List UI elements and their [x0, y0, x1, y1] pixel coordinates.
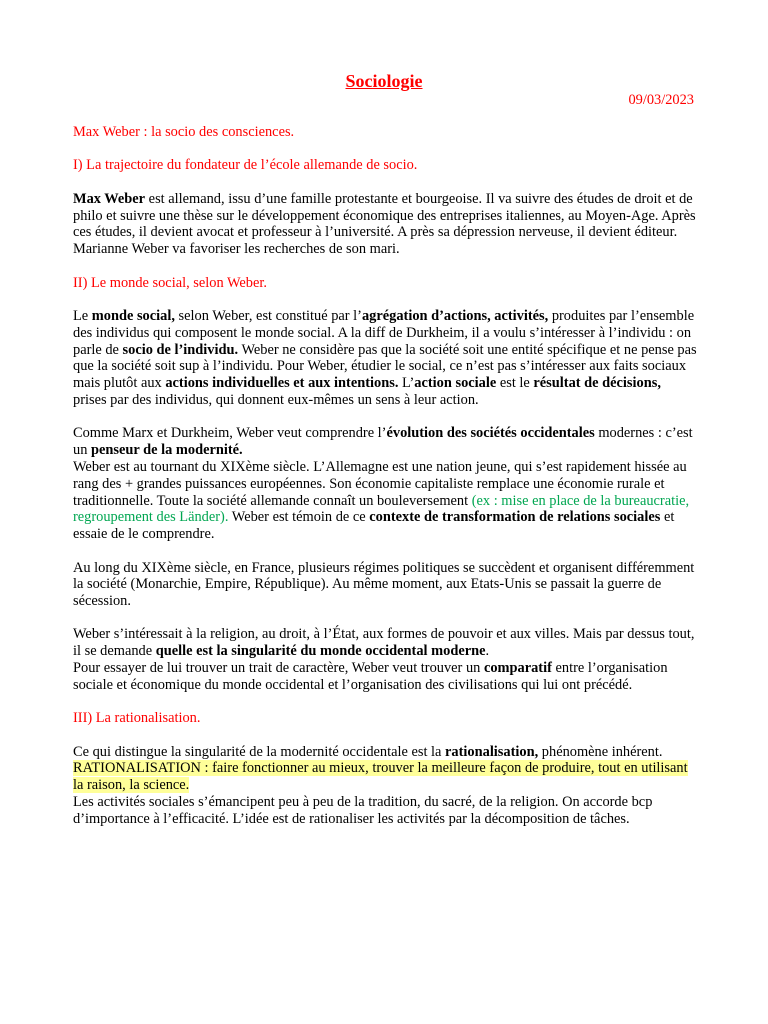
document-body	[73, 124, 697, 844]
bold-text: contexte de transformation de relations sociales	[369, 509, 661, 526]
bold-text: action sociale	[414, 375, 497, 392]
bold-text: Max Weber	[73, 190, 146, 207]
text: et essaie de le comprendre.	[73, 509, 675, 543]
section-2-paragraph-3: Au long du XIXème siècle, en France, plusieurs régimes politiques se succèdent et organisent différemment la société (Monarchie, Empire, République). Au même moment, aux Etats-Unis se passait la guerre de sécession.	[73, 559, 695, 610]
green-note: (ex : mise en place de la bureaucratie, regroupement des Länder).	[73, 492, 690, 526]
bold-text: comparatif	[483, 660, 552, 677]
section-3-paragraph	[73, 744, 697, 828]
text: entre l’organisation sociale et économique du monde occidental et l’organisation des civilisations qui lui ont précédé.	[73, 660, 668, 693]
document-title: Sociologie	[345, 71, 423, 91]
bold-text: penseur de la modernité.	[91, 442, 243, 459]
bold-text: monde social,	[91, 307, 175, 324]
text: prises par des individus, qui donnent eux-mêmes un sens à leur action.	[73, 391, 479, 408]
text: est le	[496, 375, 534, 392]
section-2-paragraph-1	[73, 308, 697, 409]
section-2-paragraph-4	[73, 626, 697, 693]
bold-text: agrégation d’actions, activités,	[361, 307, 549, 324]
text: L’	[398, 375, 415, 392]
document-date: 09/03/2023	[628, 92, 694, 108]
text: Ce qui distingue la singularité de la modernité occidentale est la	[73, 743, 446, 760]
bold-text: quelle est la singularité du monde occidental moderne	[155, 643, 486, 660]
section-2-heading: II) Le monde social, selon Weber.	[73, 274, 267, 291]
section-3-heading: III) La rationalisation.	[73, 710, 201, 727]
section-2-paragraph-2	[73, 425, 697, 543]
text: Weber s’intéressait à la religion, au droit, à l’État, aux formes de pouvoir et aux villes. Mais par dessus tout, il se demande	[73, 626, 695, 660]
bold-text: socio de l’individu.	[122, 341, 239, 358]
text: Pour essayer de lui trouver un trait de caractère, Weber veut trouver un	[73, 660, 484, 677]
text: .	[485, 643, 490, 660]
section-1-paragraph	[73, 191, 697, 258]
bold-text: évolution des sociétés occidentales	[386, 425, 595, 442]
text: selon Weber, est constitué par l’	[174, 307, 362, 324]
text: Le	[73, 307, 92, 324]
text: est allemand, issu d’une famille protestante et bourgeoise. Il va suivre des études de droit et de philo et suivre une thèse sur le développement économique des entreprises italiennes, au Moyen-Age. Après ces études, il devient avocat et professeur à l’université. A près sa dépression nerveuse, il devient éditeur. Marianne Weber va favoriser les recherches de son mari.	[73, 190, 696, 258]
text: Weber est témoin de ce	[228, 509, 370, 526]
intro-line: Max Weber : la socio des consciences.	[73, 124, 295, 140]
bold-text: rationalisation,	[445, 743, 539, 760]
bold-text: actions individuelles et aux intentions.	[165, 375, 399, 392]
text: Weber est au tournant du XIXème siècle. L’Allemagne est une nation jeune, qui s’est rapidement hissée au rang des + grandes puissances européennes. Son économie capitaliste remplace une économie rurale et traditionnelle. Toute la société allemande connaît un bouleversement	[73, 458, 687, 509]
text: Les activités sociales s’émancipent peu à peu de la tradition, du sacré, de la religion. On accorde bcp d’importance à l’efficacité. L’idée est de rationaliser les activités par la décomposition de tâches.	[73, 794, 653, 827]
text: phénomène inhérent.	[538, 743, 663, 760]
highlighted-definition: RATIONALISATION : faire fonctionner au mieux, trouver la meilleure façon de produire, tout en utilisant la raison, la science.	[73, 760, 688, 794]
text: Comme Marx et Durkheim, Weber veut comprendre l’	[73, 425, 387, 442]
text: Weber ne considère pas que la société soit une entité spécifique et ne pense pas que la société soit sup à l’individu. Pour Weber, étudier le social, ce n’est pas s’intéresser aux faits sociaux mais plutôt aux	[73, 341, 697, 392]
bold-text: résultat de décisions,	[533, 375, 661, 392]
section-1-heading: I) La trajectoire du fondateur de l’école allemande de socio.	[73, 157, 418, 174]
text: modernes : c’est un	[73, 425, 693, 459]
text: produites par l’ensemble des individus qui composent le monde social. A la diff de Durkheim, il a voulu s’intéresser à l’individu : on parle de	[73, 307, 695, 358]
